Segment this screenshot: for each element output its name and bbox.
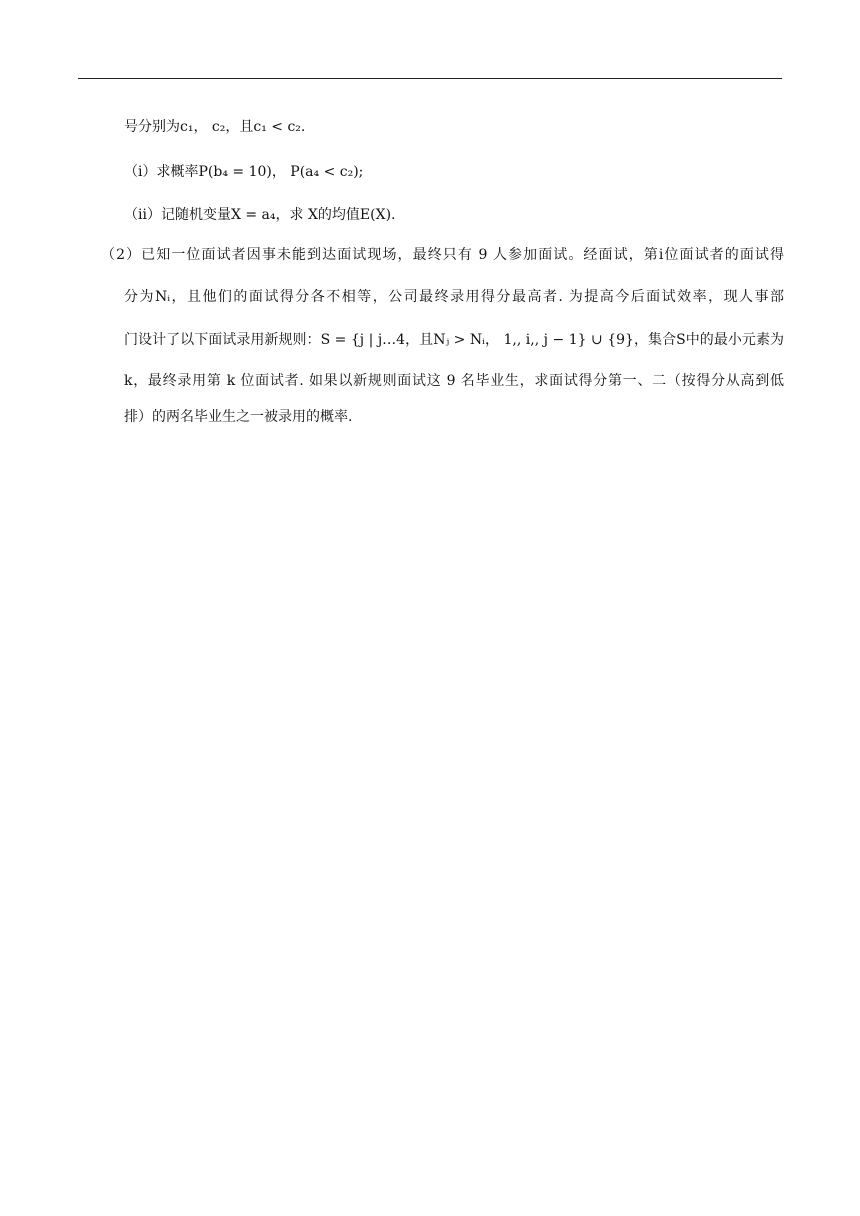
text-line-3: （ⅱ）记随机变量X = a₄，求 X的均值E(X). (124, 207, 396, 223)
text-line-7: k，最终录用第 k 位面试者. 如果以新规则面试这 9 名毕业生，求面试得分第一、二（按得分从高到低 (124, 373, 784, 389)
text-line-4: （2）已知一位面试者因事未能到达面试现场，最终只有 9 人参加面试。经面试，第i位面试者的面试得 (101, 247, 784, 263)
header-rule (78, 78, 782, 79)
text-line-1: 号分别为c₁， c₂，且c₁ < c₂. (124, 119, 306, 135)
text-line-6: 门设计了以下面试录用新规则：S = {j | j…4，且Nⱼ > Nᵢ， 1,, i,, j − 1} ∪ {9}，集合S中的最小元素为 (124, 332, 784, 348)
text-line-2: （ⅰ）求概率P(b₄ = 10)， P(a₄ < c₂); (124, 164, 364, 180)
text-line-8: 排）的两名毕业生之一被录用的概率. (124, 409, 353, 425)
text-line-5: 分为Nᵢ，且他们的面试得分各不相等，公司最终录用得分最高者. 为提高今后面试效率，现人事部 (124, 289, 784, 305)
